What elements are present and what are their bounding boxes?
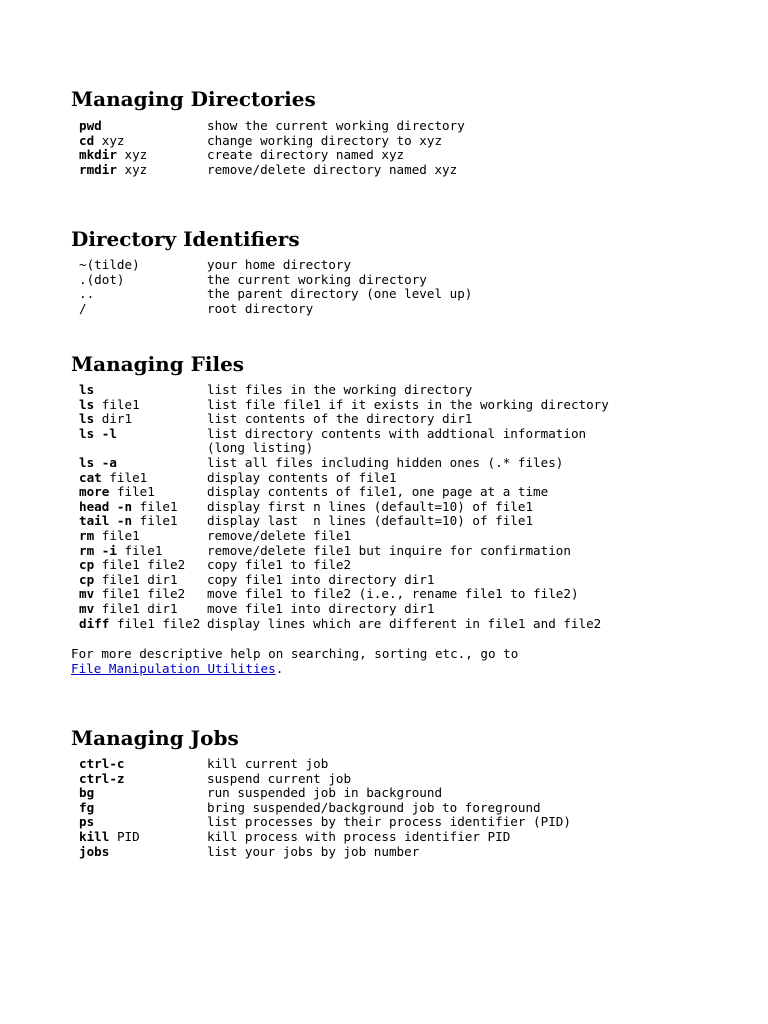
section-title-identifiers: Directory Identifiers (71, 227, 300, 251)
command-name: more (79, 484, 110, 500)
command-argument: xyz (124, 147, 148, 163)
command-cell (79, 427, 117, 442)
command-cell (79, 815, 94, 830)
command-description: copy file1 into directory dir1 (207, 571, 435, 587)
command-cell (79, 163, 147, 178)
command-argument: file1 (139, 513, 178, 529)
command-name: mv (79, 586, 95, 602)
command-description: show the current working directory (207, 118, 465, 133)
command-description: remove/delete file1 but inquire for confirmation (207, 542, 571, 558)
command-cell (79, 544, 162, 559)
command-description: change working directory to xyz (207, 132, 443, 148)
command-description: display last n lines (default=10) of file1 (207, 513, 534, 529)
command-description: bring suspended/background job to foreground (207, 799, 541, 815)
command-name: ls (79, 411, 95, 427)
command-cell (79, 529, 140, 544)
command-cell (79, 573, 178, 588)
help-note-text: For more descriptive help on searching, sorting etc., go to (71, 646, 519, 661)
command-description: display contents of file1 (207, 469, 397, 485)
command-name: diff (79, 615, 110, 631)
command-name: rmdir (79, 161, 117, 177)
help-note (71, 647, 518, 676)
command-description: list all files including hidden ones (.* files) (207, 454, 564, 470)
command-cell (79, 845, 109, 860)
command-name: mv (79, 600, 95, 616)
command-name: ls -a (79, 454, 117, 470)
command-name: cp (79, 557, 95, 573)
section-title-jobs: Managing Jobs (71, 726, 239, 750)
command-description: remove/delete file1 (207, 527, 352, 543)
command-name: head -n (79, 498, 133, 514)
command-argument: xyz (101, 132, 125, 148)
command-argument: file1 (101, 396, 140, 412)
command-argument: dir1 (101, 411, 133, 427)
command-description: display contents of file1, one page at a time (207, 484, 549, 500)
command-name: rm (79, 527, 95, 543)
command-cell (79, 514, 178, 529)
command-description: suspend current job (207, 770, 352, 786)
command-cell (79, 134, 125, 149)
command-argument: file1 (109, 469, 148, 485)
command-argument: .. (79, 286, 95, 302)
command-description: the parent directory (one level up) (207, 286, 473, 302)
command-description: your home directory (207, 257, 352, 272)
command-argument: file1 (116, 484, 155, 500)
command-cell (79, 456, 117, 471)
command-description: move file1 to file2 (i.e., rename file1 to file2) (207, 586, 579, 602)
command-description: remove/delete directory named xyz (207, 161, 458, 177)
command-argument: file1 dir1 (101, 571, 178, 587)
command-argument: file1 (139, 498, 178, 514)
command-description: list directory contents with addtional information (207, 425, 587, 441)
command-name: jobs (79, 843, 110, 859)
command-cell (79, 471, 147, 486)
section-title-files: Managing Files (71, 352, 245, 376)
command-argument: file1 file2 (101, 557, 186, 573)
command-cell (79, 287, 94, 302)
command-cell (79, 558, 185, 573)
command-name: tail -n (79, 513, 133, 529)
command-cell (79, 757, 125, 772)
command-cell (79, 412, 132, 427)
command-name: ctrl-z (79, 770, 125, 786)
command-cell (79, 500, 178, 515)
command-argument: file1 (124, 542, 163, 558)
command-argument: xyz (124, 161, 148, 177)
command-description: list file file1 if it exists in the working directory (207, 396, 609, 412)
command-argument: ~(tilde) (79, 257, 140, 272)
command-name: cp (79, 571, 95, 587)
command-description: the current working directory (207, 271, 427, 287)
command-cell (79, 258, 140, 273)
command-cell (79, 786, 94, 801)
command-cell (79, 587, 185, 602)
command-description: display first n lines (default=10) of file1 (207, 498, 534, 514)
command-argument: / (79, 300, 87, 316)
command-description: root directory (207, 300, 314, 316)
command-description: move file1 into directory dir1 (207, 600, 435, 616)
command-name: bg (79, 785, 95, 801)
command-description: list your jobs by job number (207, 843, 420, 859)
command-cell (79, 119, 102, 134)
command-description: kill current job (207, 756, 329, 771)
command-description: copy file1 to file2 (207, 557, 352, 573)
command-cell (79, 617, 200, 632)
command-name: ps (79, 814, 95, 830)
command-argument: file1 dir1 (101, 600, 178, 616)
command-argument: file1 file2 (101, 586, 186, 602)
command-cell (79, 148, 147, 163)
command-cell (79, 302, 87, 317)
command-name: rm -i (79, 542, 117, 558)
command-name: ctrl-c (79, 756, 125, 771)
command-cell (79, 383, 94, 398)
command-description: kill process with process identifier PID (207, 828, 511, 844)
command-name: pwd (79, 118, 102, 133)
command-name: cd (79, 132, 95, 148)
command-name: ls (79, 396, 95, 412)
command-cell (79, 273, 125, 288)
command-description: run suspended job in background (207, 785, 443, 801)
command-description: display lines which are different in file1 and file2 (207, 615, 602, 631)
command-argument: file1 file2 (116, 615, 201, 631)
command-cell (79, 398, 140, 413)
command-argument: file1 (101, 527, 140, 543)
command-name: mkdir (79, 147, 117, 163)
command-description: create directory named xyz (207, 147, 405, 163)
command-description: list processes by their process identifier (PID) (207, 814, 571, 830)
command-name: fg (79, 799, 95, 815)
help-note-suffix: . (275, 660, 284, 676)
command-name: kill (79, 828, 110, 844)
section-title-directories: Managing Directories (71, 87, 316, 111)
command-cell (79, 772, 125, 787)
command-argument: .(dot) (79, 271, 125, 287)
command-cell (79, 485, 155, 500)
command-cell (79, 602, 178, 617)
command-cell (79, 801, 94, 816)
command-argument: PID (116, 828, 140, 844)
command-cell (79, 830, 140, 845)
file-manipulation-link[interactable]: File Manipulation Utilities (71, 660, 276, 676)
command-description: (long listing) (207, 440, 314, 456)
command-name: cat (79, 469, 102, 485)
command-name: ls -l (79, 425, 117, 441)
command-description: list contents of the directory dir1 (207, 411, 473, 427)
command-name: ls (79, 382, 95, 397)
command-description: list files in the working directory (207, 382, 473, 397)
